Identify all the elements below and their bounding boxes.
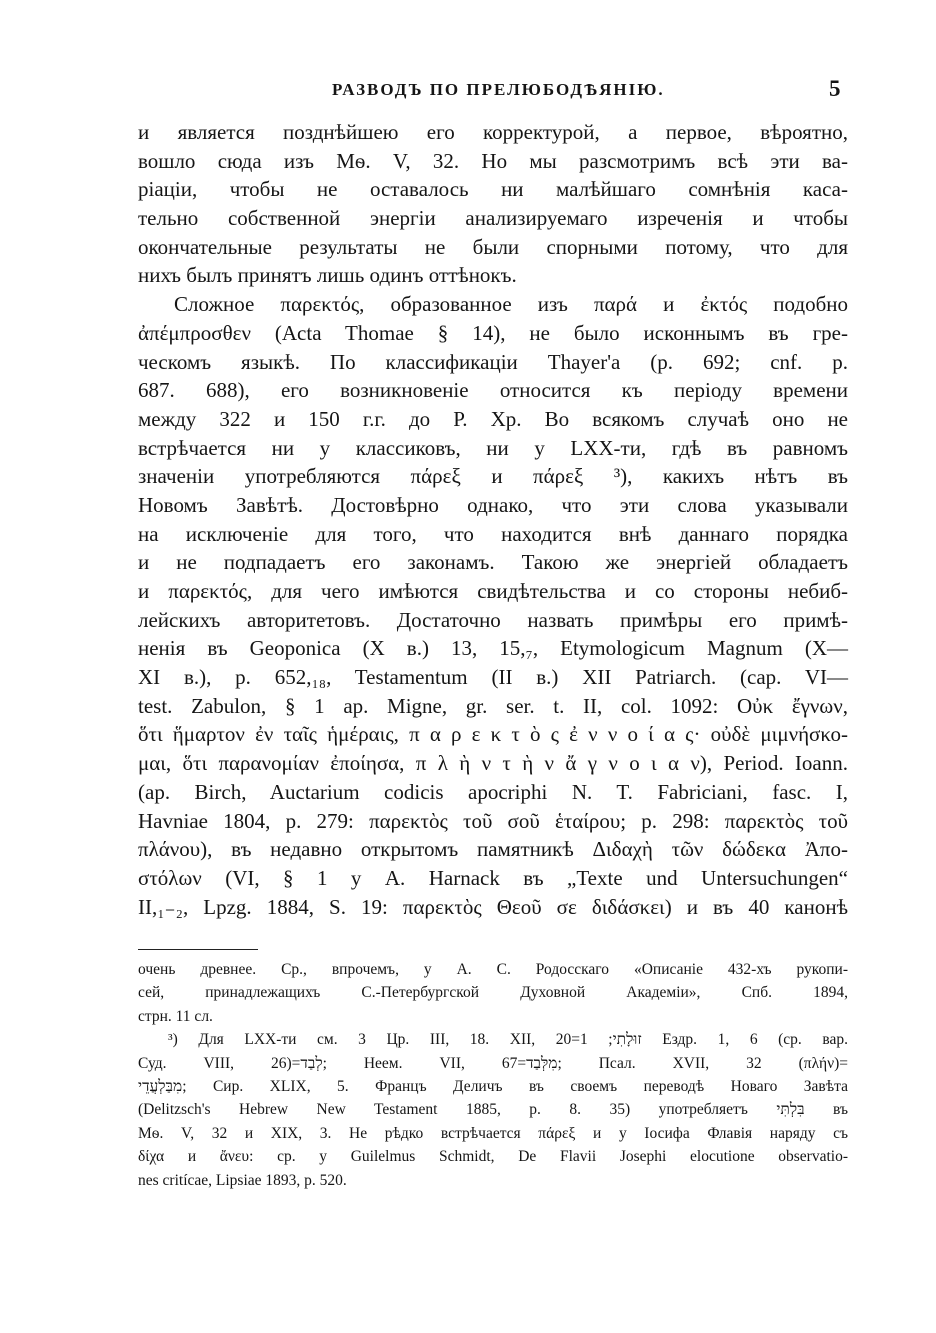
text-line: и не подпадаетъ его законамъ. Такою же энергіей обладаетъ [138,550,848,575]
text-line: лейскихъ авторитетовъ. Достаточно назвать примѣры его примѣ- [138,607,848,632]
footnote-divider [138,949,258,950]
footnote-line: стрн. 11 сл. [138,1007,213,1025]
text-line: на исключеніе для того, что находится внѣ даннаго порядка [138,521,848,546]
text-line: ненія въ Geoponica (X в.) 13, 15,₇, Etymologicum Magnum (X— [138,636,848,661]
footnote-line: ³) Для LXX-ти см. 3 Цр. III, 18. XII, 20=זוּלָתִי; 1 Ездр. 1, 6 (ср. вар. [168,1031,848,1049]
text-line: вошло сюда изъ Мѳ. V, 32. Но мы разсмотримъ всѣ эти ва- [138,148,848,173]
running-title: РАЗВОДЪ ПО ПРЕЛЮБОДѢЯНІЮ. [332,80,665,99]
text-line: ріаціи, чтобы не оставалось ни малѣйшаго сомнѣнія каса- [138,177,848,202]
text-line: окончательные результаты не были спорными потому, что для [138,234,848,259]
footnote-line: (Delitzsch's Hebrew New Testament 1885, p. 8. 35) употребляетъ בִּלְתִּי въ [138,1101,849,1119]
text-line: πλάνου), въ недавно открытомъ памятникѣ Διδαχὴ τῶν δώδεκα Ἀπο- [138,837,848,862]
text-line: Сложное παρεκτός, образованное изъ παρά и ἐκτός подобно [174,292,848,317]
footnote-line: Суд. VIII, 26)=לְבַד; Неем. VII, 67=מִלְּבַד; Псал. XVII, 32 (πλήν)= [138,1054,848,1072]
text-line: test. Zabulon, § 1 ap. Migne, gr. ser. t. II, col. 1092: Οὐκ ἔγνων, [138,693,848,718]
text-line: (ap. Birch, Auctarium codicis apocriphi N. T. Fabriciani, fasc. I, [138,779,848,804]
text-line: ἀπέμπροσθεν (Acta Thomae § 14), не было исконнымъ въ гре- [138,320,848,345]
text-line: встрѣчается ни у классиковъ, ни у LXX-ти, гдѣ въ равномъ [138,435,848,460]
text-line: и является позднѣйшею его корректурой, а первое, вѣроятно, [138,120,848,144]
text-line: 687. 688), его возникновеніе относится къ періоду времени [138,378,848,403]
text-line: нихъ былъ принятъ лишь одинъ оттѣнокъ. [138,263,517,288]
text-line: и παρεκτός, для чего имѣются свидѣтельства и со стороны небиб- [138,579,848,603]
main-text [138,118,848,921]
text-line: στόλων (VI, § 1 у А. Harnack въ „Texte und Untersuchungen“ [138,865,848,890]
page-number: 5 [829,76,841,101]
footnote-line: δίχα и ἄνευ: ср. у Guilelmus Schmidt, De Flavii Josephi elocutione observatio- [138,1148,848,1166]
text-line: Havniae 1804, p. 279: παρεκτὸς τοῦ σοῦ ἑταίρου; p. 298: παρεκτὸς τοῦ [138,808,848,833]
footnote-line: nes critícae, Lipsiae 1893, p. 520. [138,1171,347,1189]
text-line: II,₁₋₂, Lpzg. 1884, S. 19: παρεκτὸς Θεοῦ σε διδάσκει) и въ 40 канонѣ [138,894,848,919]
footnotes [138,958,848,1192]
text-line: μαι, ὅτι παρανομίαν ἐποίησα, π λ ὴ ν τ ὴ ν ἄ γ ν ο ι α ν), Period. Ioann. [138,751,848,776]
footnote-line: מִבַּלְעֲדֵי; Сир. XLIX, 5. Францъ Деличъ въ своемъ переводѣ Новаго Завѣта [138,1077,848,1095]
footnote-line: Мѳ. V, 32 и XIX, 3. Не рѣдко встрѣчается πάρεξ и у Іосифа Флавія наряду съ [138,1124,848,1142]
text-line: значеніи употребляются πάρεξ и πάρεξ ³), какихъ нѣтъ въ [138,464,848,489]
text-line: Новомъ Завѣтѣ. Достовѣрно однако, что эти слова указывали [138,492,848,517]
text-line: ὅτι ἥμαρτον ἐν ταῖς ἡμέραις, π α ρ ε κ τ ὸ ς ἐ ν ν ο ί α ς· οὐδὲ μιμνήσκο- [138,722,848,747]
text-line: тельно собственной энергіи анализируемаго изреченія и чтобы [138,206,848,231]
running-header [0,76,936,110]
text-line: ческомъ языкѣ. По классификаціи Thayer'a (p. 692; cnf. p. [138,349,848,374]
text-line: XI в.), p. 652,₁₈, Testamentum (II в.) XII Patriarch. (cap. VI— [138,665,848,690]
footnote-line: очень древнее. Ср., впрочемъ, у А. С. Родосскаго «Описаніе 432-хъ рукопи- [138,961,848,978]
text-line: между 322 и 150 г.г. до Р. Хр. Во всякомъ случаѣ оно не [138,406,848,431]
footnote-line: сей, принадлежащихъ С.-Петербургской Духовной Академіи», Спб. 1894, [138,984,848,1002]
